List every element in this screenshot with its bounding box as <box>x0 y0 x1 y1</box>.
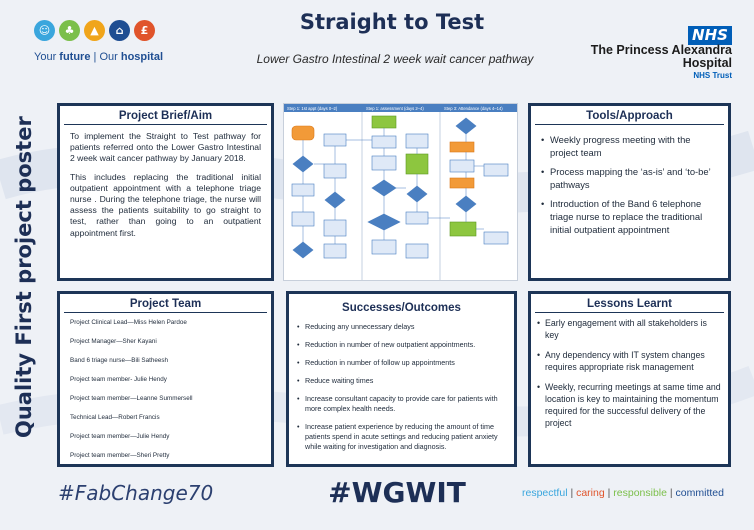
wgwit-hashtag: #WGWIT <box>328 476 466 509</box>
lesson-item: • Early engagement with all stakeholders is key <box>537 317 722 341</box>
value-committed: committed <box>675 487 724 499</box>
team-panel <box>57 291 274 467</box>
team-member: Band 6 triage nurse—Bili Satheesh <box>70 357 169 364</box>
tools-heading: Tools/Approach <box>586 110 673 122</box>
lane-2-label: Step 1: assessment (days 2–4) <box>366 106 424 111</box>
tools-item: • Process mapping the ‘as-is’ and ‘to-be’ pathways <box>541 165 718 191</box>
success-item: • Increase consultant capacity to provide care for patients with more complex health needs. <box>297 394 506 414</box>
success-item: • Reduction in number of follow up appointments <box>297 358 506 368</box>
process-map-flowchart <box>283 103 518 281</box>
value-caring: caring <box>576 487 605 499</box>
team-member: Project Clinical Lead—Miss Helen Pardoe <box>70 319 187 326</box>
team-member: Project team member—Leanne Summersell <box>70 395 193 402</box>
lesson-item: • Weekly, recurring meetings at same time and location is key to maintaining the momentum required for the successful delivery of the project <box>537 381 722 429</box>
lane-3-label: Step 3: Attendance (days 4–14) <box>444 106 503 111</box>
tools-item: • Introduction of the Band 6 telephone triage nurse to replace the traditional initial outpatient appointment <box>541 197 718 236</box>
success-item: • Reduce waiting times <box>297 376 506 386</box>
success-item: • Reduction in number of new outpatient appointments. <box>297 340 506 350</box>
nhs-logo: NHS <box>688 26 732 45</box>
trust-subtitle: NHS Trust <box>693 71 732 80</box>
pound-icon: £ <box>134 20 155 41</box>
brief-heading: Project Brief/Aim <box>118 110 213 122</box>
fabchange-hashtag: #FabChange70 <box>58 481 214 505</box>
lessons-heading: Lessons Learnt <box>587 298 672 310</box>
side-title: Quality First project poster <box>12 116 36 438</box>
tools-item: • Weekly progress meeting with the project team <box>541 133 718 159</box>
success-item: • Increase patient experience by reducing the amount of time patients spend in acute settings and reducing patient anxiety while waiting for investigation and diagnosis. <box>297 422 506 452</box>
flowchart-diagram <box>284 104 517 280</box>
value-separator: | <box>567 487 577 499</box>
person-icon: ☺ <box>34 20 55 41</box>
team-member: Project team member- Julie Hendy <box>70 376 167 383</box>
value-separator: | <box>666 487 676 499</box>
trust-name: The Princess Alexandra Hospital <box>590 43 732 70</box>
group-icon: ♣ <box>59 20 80 41</box>
team-member: Project team member—Julie Hendy <box>70 433 170 440</box>
tools-panel <box>528 103 731 281</box>
value-separator: | <box>604 487 614 499</box>
poster-subtitle: Lower Gastro Intestinal 2 week wait cancer pathway <box>256 52 534 66</box>
brief-paragraph-2: This includes replacing the traditional initial outpatient appointment with a telephone triage nurse . During the telephone triage, the nurse will assess the patients suitability to go straight to test, rather than going to an outpatient appointment first. <box>70 171 261 238</box>
success-item: • Reducing any unnecessary delays <box>297 322 506 332</box>
successes-panel <box>286 291 517 467</box>
value-responsible: responsible <box>613 487 667 499</box>
lesson-item: • Any dependency with IT system changes requires appropriate risk management <box>537 349 722 373</box>
tagline: Your future | Our hospital <box>34 51 164 63</box>
team-member: Project Manager—Sher Kayani <box>70 338 157 345</box>
home-icon: ⌂ <box>109 20 130 41</box>
successes-heading: Successes/Outcomes <box>342 302 461 314</box>
brief-panel <box>57 103 274 281</box>
team-member: Project team member—Sheri Pretty <box>70 452 170 459</box>
team-heading: Project Team <box>129 298 202 310</box>
chart-icon: ▲ <box>84 20 105 41</box>
trust-values <box>522 487 724 499</box>
trust-value-icons <box>34 20 155 41</box>
lessons-panel <box>528 291 731 467</box>
team-member: Technical Lead—Robert Francis <box>70 414 160 421</box>
brief-paragraph-1: To implement the Straight to Test pathway for patients referred onto the Lower Gastro Intestinal 2 week wait cancer pathway by January 2018. <box>70 131 261 164</box>
poster-title: Straight to Test <box>299 10 485 34</box>
lane-1-label: Step 1: 1st appt (days 0–2) <box>287 106 338 111</box>
value-respectful: respectful <box>522 487 568 499</box>
